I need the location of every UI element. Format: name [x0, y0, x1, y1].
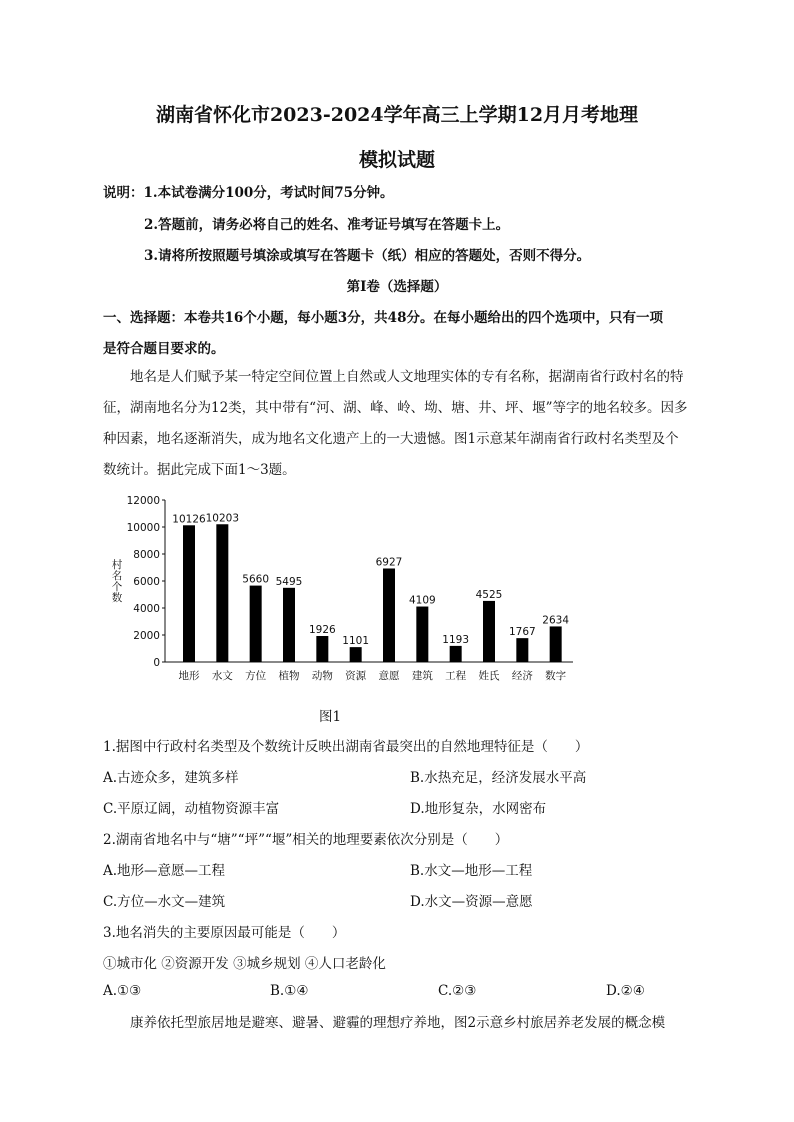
x-tick-label: 数字 — [545, 670, 567, 682]
x-tick-label: 建筑 — [411, 670, 433, 682]
y-tick-label: 2000 — [133, 630, 160, 642]
bar-value-label: 10203 — [205, 512, 240, 525]
bar-姓氏 — [483, 601, 495, 662]
q1-option-a: A.古迹众多，建筑多样 — [103, 770, 239, 786]
note-1: 说明：1.本试卷满分100分，考试时间75分钟。 — [103, 185, 394, 201]
q1-option-d: D.地形复杂，水网密布 — [410, 801, 547, 817]
x-tick-label: 动物 — [311, 670, 333, 682]
x-tick-label: 地形 — [178, 670, 200, 682]
x-tick-label: 水文 — [211, 670, 233, 682]
q3-option-d: D.②④ — [606, 983, 645, 999]
bar-chart — [103, 490, 593, 690]
bar-value-label: 6927 — [375, 556, 403, 569]
bar-资源 — [350, 647, 362, 662]
chart-bars — [172, 512, 569, 682]
y-tick-label: 8000 — [133, 549, 160, 561]
q3-items: ①城市化 ②资源开发 ③城乡规划 ④人口老龄化 — [103, 956, 386, 972]
bar-value-label: 10126 — [172, 513, 206, 526]
y-tick-label: 4000 — [133, 603, 160, 615]
note-2: 2.答题前，请务必将自己的姓名、准考证号填写在答题卡上。 — [144, 217, 510, 233]
bar-建筑 — [416, 607, 428, 662]
q2-option-a: A.地形—意愿—工程 — [103, 863, 226, 879]
bar-value-label: 5660 — [242, 573, 270, 586]
bar-value-label: 5495 — [275, 575, 303, 588]
q3-option-b: B.①④ — [270, 983, 309, 999]
y-axis-label-char: 数 — [111, 592, 123, 604]
bar-数字 — [550, 626, 562, 662]
x-tick-label: 资源 — [345, 670, 367, 682]
q1-option-b: B.水热充足，经济发展水平高 — [410, 770, 587, 786]
bar-value-label: 4109 — [408, 594, 436, 607]
note-3: 3.请将所按照题号填涂或填写在答题卡（纸）相应的答题处，否则不得分。 — [144, 248, 591, 264]
bar-value-label: 2634 — [542, 614, 570, 627]
q2-option-c: C.方位—水文—建筑 — [103, 894, 226, 910]
x-tick-label: 工程 — [445, 670, 467, 682]
bar-地形 — [183, 525, 195, 662]
question-2-stem: 2.湖南省地名中与“塘”“坪”“堰”相关的地理要素依次分别是（ ） — [103, 832, 509, 848]
x-tick-label: 方位 — [245, 670, 267, 682]
q1-option-c: C.平原辽阔，动植物资源丰富 — [103, 801, 280, 817]
x-tick-label: 植物 — [278, 670, 300, 682]
y-tick-label: 10000 — [126, 522, 160, 534]
bar-意愿 — [383, 568, 395, 662]
y-axis-label-char: 名 — [111, 570, 123, 582]
x-tick-label: 姓氏 — [478, 670, 500, 682]
section-heading-line-1: 一、选择题：本卷共16个小题，每小题3分，共48分。在每小题给出的四个选项中，只有一项 — [103, 310, 663, 326]
x-tick-label: 意愿 — [378, 670, 400, 682]
y-tick-label: 12000 — [126, 495, 160, 507]
q3-option-a: A.①③ — [103, 983, 142, 999]
question-3-stem: 3.地名消失的主要原因最可能是（ ） — [103, 925, 346, 941]
bar-value-label: 1193 — [442, 633, 470, 646]
bar-方位 — [250, 586, 262, 662]
volume-heading: 第Ⅰ卷（选择题） — [346, 279, 448, 295]
y-tick-label: 6000 — [133, 576, 160, 588]
bar-value-label: 1101 — [342, 635, 370, 648]
y-axis-label-char: 村 — [111, 559, 123, 571]
bar-植物 — [283, 588, 295, 662]
title-line-1: 湖南省怀化市2023-2024学年高三上学期12月月考地理 — [155, 104, 639, 126]
q3-option-c: C.②③ — [438, 983, 477, 999]
q2-option-b: B.水文—地形—工程 — [410, 863, 533, 879]
bar-value-label: 1767 — [508, 626, 536, 639]
bar-value-label: 1926 — [308, 623, 336, 636]
bar-经济 — [516, 638, 528, 662]
bar-工程 — [450, 646, 462, 662]
question-1-stem: 1.据图中行政村名类型及个数统计反映出湖南省最突出的自然地理特征是（ ） — [103, 739, 589, 755]
figure-caption: 图1 — [318, 709, 342, 725]
passage-2-start: 康养依托型旅居地是避寒、避暑、避霾的理想疗养地，图2示意乡村旅居养老发展的概念模 — [130, 1015, 666, 1031]
title-line-2: 模拟试题 — [358, 149, 435, 171]
passage-1: 地名是人们赋予某一特定空间位置上自然或人文地理实体的专有名称，据湖南省行政村名的特征，湖南地名分为12类，其中带有“河、湖、峰、岭、坳、塘、井、坪、堰”等字的地名较多。因多种因素，地名逐渐消失，成为地名文化遗产上的一大遗憾。图1示意某年湖南省行政村名类型及个数统计。据此完成下面1～3题。 — [103, 369, 688, 478]
section-heading-line-2: 是符合题目要求的。 — [103, 341, 225, 357]
x-tick-label: 经济 — [511, 670, 533, 682]
y-axis-label-char: 个 — [111, 581, 123, 593]
q2-option-d: D.水文—资源—意愿 — [410, 894, 533, 910]
y-tick-label: 0 — [153, 657, 160, 669]
bar-value-label: 4525 — [475, 588, 503, 601]
bar-动物 — [316, 636, 328, 662]
bar-水文 — [216, 524, 228, 662]
